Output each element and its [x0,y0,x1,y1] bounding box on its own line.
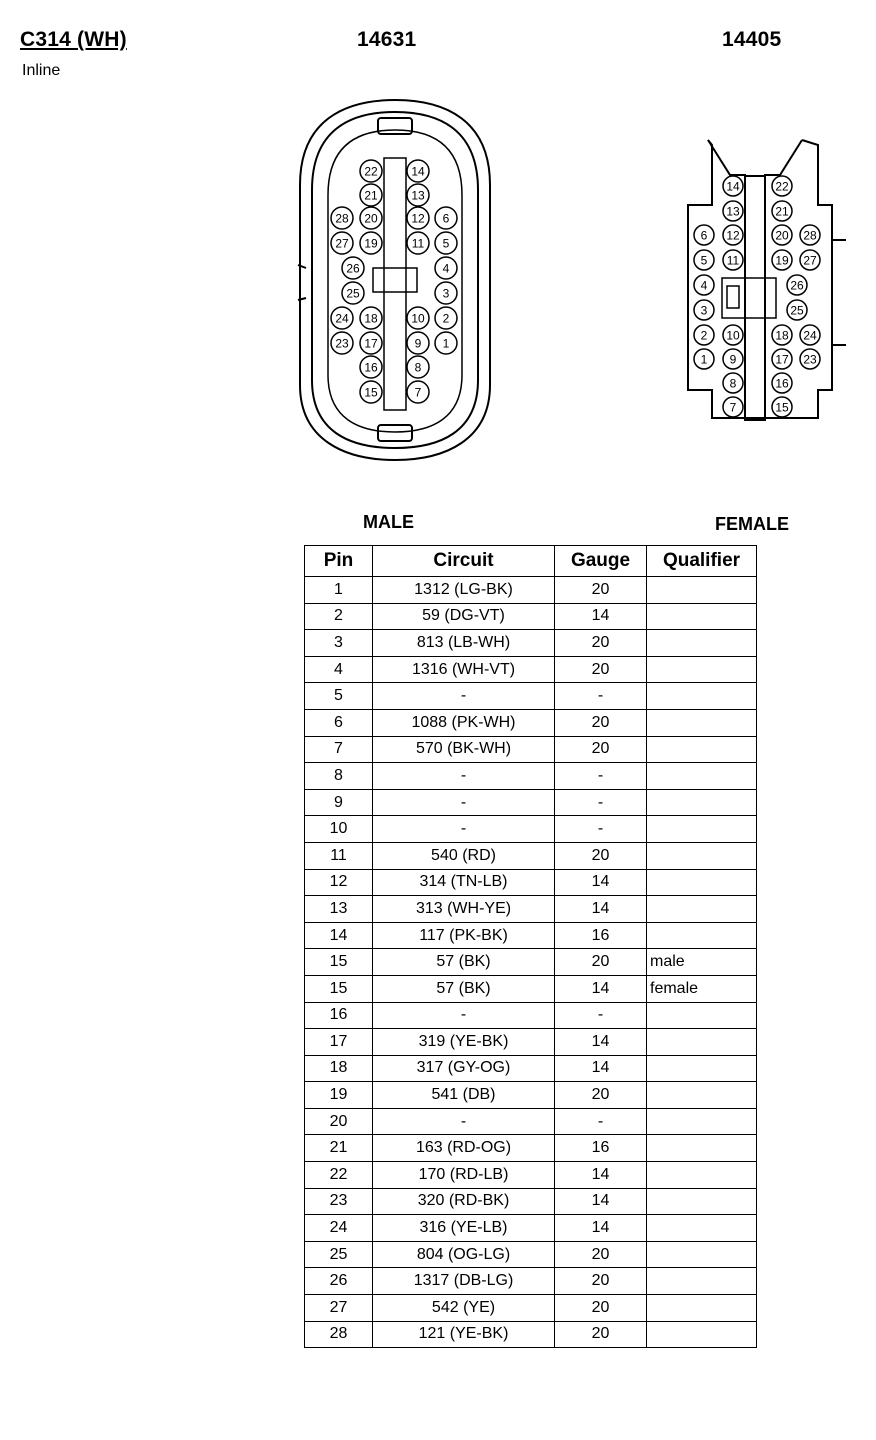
cell-pin: 21 [305,1135,373,1162]
male-label: MALE [363,512,414,532]
cell-circuit: 314 (TN-LB) [373,869,555,896]
cell-qualifier [647,1029,757,1056]
cell-pin: 12 [305,869,373,896]
cell-gauge: 20 [555,709,647,736]
cell-qualifier [647,789,757,816]
cell-qualifier [647,1321,757,1348]
cell-gauge: 14 [555,975,647,1002]
cell-circuit: 59 (DG-VT) [373,603,555,630]
pin-number-4: 4 [700,278,708,293]
cell-pin: 17 [305,1029,373,1056]
cell-circuit: 540 (RD) [373,842,555,869]
cell-qualifier [647,736,757,763]
cell-circuit: 57 (BK) [373,949,555,976]
cell-gauge: 20 [555,1241,647,1268]
cell-gauge: 20 [555,1268,647,1295]
cell-qualifier [647,1162,757,1189]
male-pin-layout [331,160,457,403]
cell-gauge: 14 [555,1055,647,1082]
table-row [305,630,757,657]
pinout-table [304,545,757,1348]
pin-number-17: 17 [364,336,378,351]
table-row [305,896,757,923]
pin-number-24: 24 [335,311,349,326]
cell-qualifier [647,1295,757,1322]
connector-title: C314 (WH) [20,28,127,51]
cell-circuit: 163 (RD-OG) [373,1135,555,1162]
cell-gauge: 20 [555,656,647,683]
cell-qualifier [647,683,757,710]
cell-pin: 15 [305,949,373,976]
cell-pin: 14 [305,922,373,949]
cell-gauge: - [555,1108,647,1135]
cell-qualifier [647,1135,757,1162]
cell-qualifier [647,1108,757,1135]
cell-circuit: 320 (RD-BK) [373,1188,555,1215]
table-row [305,1268,757,1295]
cell-pin: 9 [305,789,373,816]
header-gauge: Gauge [555,546,647,577]
cell-circuit: 1088 (PK-WH) [373,709,555,736]
cell-circuit: - [373,683,555,710]
cell-pin: 23 [305,1188,373,1215]
header-qualifier: Qualifier [647,546,757,577]
table-row [305,789,757,816]
pin-number-5: 5 [700,253,708,268]
cell-pin: 25 [305,1241,373,1268]
table-row [305,683,757,710]
pin-number-23: 23 [803,352,817,367]
cell-qualifier [647,842,757,869]
pin-number-18: 18 [364,311,378,326]
pin-number-23: 23 [335,336,349,351]
connector-location: Inline [22,62,61,79]
pin-number-27: 27 [803,253,817,268]
pin-number-11: 11 [411,236,425,251]
cell-gauge: - [555,1002,647,1029]
table-row [305,869,757,896]
cell-pin: 3 [305,630,373,657]
pin-number-9: 9 [729,352,737,367]
cell-pin: 28 [305,1321,373,1348]
table-row [305,1002,757,1029]
pin-number-10: 10 [411,311,425,326]
pin-number-1: 1 [442,336,450,351]
cell-qualifier [647,1188,757,1215]
cell-gauge: 14 [555,896,647,923]
female-pin-layout [694,176,820,417]
cell-qualifier [647,922,757,949]
cell-circuit: 121 (YE-BK) [373,1321,555,1348]
pin-number-14: 14 [411,164,425,179]
table-row [305,1215,757,1242]
pin-number-26: 26 [790,278,804,293]
cell-pin: 10 [305,816,373,843]
cell-gauge: 20 [555,1321,647,1348]
cell-circuit: - [373,789,555,816]
pin-number-22: 22 [775,179,789,194]
cell-gauge: 14 [555,1215,647,1242]
pin-number-9: 9 [414,336,422,351]
table-row [305,1162,757,1189]
header-pin: Pin [305,546,373,577]
cell-pin: 2 [305,603,373,630]
pin-number-12: 12 [411,211,425,226]
cell-qualifier [647,1268,757,1295]
table-row [305,816,757,843]
cell-circuit: 170 (RD-LB) [373,1162,555,1189]
pin-number-2: 2 [700,328,708,343]
pin-number-15: 15 [775,400,789,415]
cell-gauge: 20 [555,577,647,604]
cell-pin: 24 [305,1215,373,1242]
pin-number-4: 4 [442,261,450,276]
pin-number-25: 25 [346,286,360,301]
cell-circuit: 541 (DB) [373,1082,555,1109]
pin-number-12: 12 [726,228,740,243]
cell-circuit: 1316 (WH-VT) [373,656,555,683]
cell-pin: 15 [305,975,373,1002]
cell-circuit: 570 (BK-WH) [373,736,555,763]
cell-gauge: - [555,789,647,816]
table-row [305,736,757,763]
cell-qualifier [647,709,757,736]
header-circuit: Circuit [373,546,555,577]
cell-gauge: 20 [555,1082,647,1109]
cell-gauge: 14 [555,1029,647,1056]
cell-pin: 16 [305,1002,373,1029]
cell-pin: 19 [305,1082,373,1109]
cell-qualifier [647,896,757,923]
pin-number-21: 21 [775,204,789,219]
table-row [305,1241,757,1268]
cell-gauge: 20 [555,736,647,763]
female-part-number: 14405 [722,28,782,51]
table-row [305,1055,757,1082]
cell-qualifier [647,763,757,790]
cell-circuit: - [373,1108,555,1135]
cell-circuit: 813 (LB-WH) [373,630,555,657]
pin-number-18: 18 [775,328,789,343]
pin-number-27: 27 [335,236,349,251]
cell-qualifier [647,577,757,604]
pin-number-26: 26 [346,261,360,276]
cell-circuit: 1312 (LG-BK) [373,577,555,604]
pin-number-5: 5 [442,236,450,251]
pin-number-11: 11 [726,253,740,268]
table-row [305,1082,757,1109]
pin-number-13: 13 [411,188,425,203]
pin-number-19: 19 [364,236,378,251]
cell-circuit: - [373,816,555,843]
table-row [305,1321,757,1348]
cell-pin: 26 [305,1268,373,1295]
cell-circuit: 316 (YE-LB) [373,1215,555,1242]
pin-number-28: 28 [335,211,349,226]
pin-number-21: 21 [364,188,378,203]
cell-qualifier [647,656,757,683]
pin-number-24: 24 [803,328,817,343]
cell-circuit: - [373,763,555,790]
pin-number-13: 13 [726,204,740,219]
pin-number-22: 22 [364,164,378,179]
pin-number-17: 17 [775,352,789,367]
pin-number-2: 2 [442,311,450,326]
cell-gauge: 14 [555,1188,647,1215]
cell-pin: 20 [305,1108,373,1135]
pin-number-14: 14 [726,179,740,194]
cell-gauge: 20 [555,1295,647,1322]
table-row [305,922,757,949]
cell-gauge: - [555,816,647,843]
table-row [305,577,757,604]
cell-circuit: 313 (WH-YE) [373,896,555,923]
table-row [305,1029,757,1056]
cell-pin: 5 [305,683,373,710]
cell-gauge: 14 [555,603,647,630]
cell-qualifier [647,1215,757,1242]
pin-number-6: 6 [700,228,708,243]
cell-circuit: 542 (YE) [373,1295,555,1322]
pin-number-20: 20 [775,228,789,243]
pin-number-28: 28 [803,228,817,243]
cell-qualifier [647,816,757,843]
cell-circuit: 319 (YE-BK) [373,1029,555,1056]
cell-gauge: 14 [555,1162,647,1189]
cell-pin: 8 [305,763,373,790]
female-label: FEMALE [715,514,789,534]
pin-number-16: 16 [364,360,378,375]
cell-circuit: 804 (OG-LG) [373,1241,555,1268]
cell-circuit: - [373,1002,555,1029]
table-row [305,842,757,869]
table-row [305,1108,757,1135]
pin-number-19: 19 [775,253,789,268]
cell-qualifier [647,603,757,630]
cell-gauge: 20 [555,949,647,976]
cell-pin: 1 [305,577,373,604]
pin-number-20: 20 [364,211,378,226]
pin-number-7: 7 [729,400,737,415]
cell-qualifier: female [647,975,757,1002]
cell-pin: 27 [305,1295,373,1322]
male-connector-diagram [298,100,490,460]
pin-number-3: 3 [442,286,450,301]
table-header-row [305,546,757,577]
table-row [305,1135,757,1162]
cell-qualifier [647,1055,757,1082]
cell-gauge: 16 [555,1135,647,1162]
cell-circuit: 1317 (DB-LG) [373,1268,555,1295]
table-row [305,656,757,683]
cell-pin: 11 [305,842,373,869]
table-row [305,763,757,790]
cell-pin: 18 [305,1055,373,1082]
cell-circuit: 317 (GY-OG) [373,1055,555,1082]
table-row [305,975,757,1002]
table-row [305,949,757,976]
table-row [305,1188,757,1215]
pin-number-6: 6 [442,211,450,226]
pin-number-8: 8 [414,360,422,375]
cell-pin: 7 [305,736,373,763]
pin-number-16: 16 [775,376,789,391]
cell-qualifier [647,1241,757,1268]
cell-qualifier [647,869,757,896]
cell-pin: 22 [305,1162,373,1189]
cell-circuit: 117 (PK-BK) [373,922,555,949]
cell-gauge: 14 [555,869,647,896]
cell-pin: 13 [305,896,373,923]
cell-gauge: 20 [555,842,647,869]
cell-qualifier: male [647,949,757,976]
table-row [305,1295,757,1322]
pin-number-1: 1 [700,352,708,367]
cell-qualifier [647,1002,757,1029]
cell-pin: 6 [305,709,373,736]
cell-qualifier [647,630,757,657]
pin-number-8: 8 [729,376,737,391]
male-part-number: 14631 [357,28,417,51]
cell-gauge: - [555,763,647,790]
cell-gauge: 20 [555,630,647,657]
cell-gauge: - [555,683,647,710]
cell-pin: 4 [305,656,373,683]
pin-number-3: 3 [700,303,708,318]
cell-gauge: 16 [555,922,647,949]
pin-number-25: 25 [790,303,804,318]
cell-qualifier [647,1082,757,1109]
cell-circuit: 57 (BK) [373,975,555,1002]
pin-number-7: 7 [414,385,422,400]
table-row [305,603,757,630]
table-row [305,709,757,736]
pin-number-15: 15 [364,385,378,400]
connector-diagrams [0,0,876,500]
pin-number-10: 10 [726,328,740,343]
